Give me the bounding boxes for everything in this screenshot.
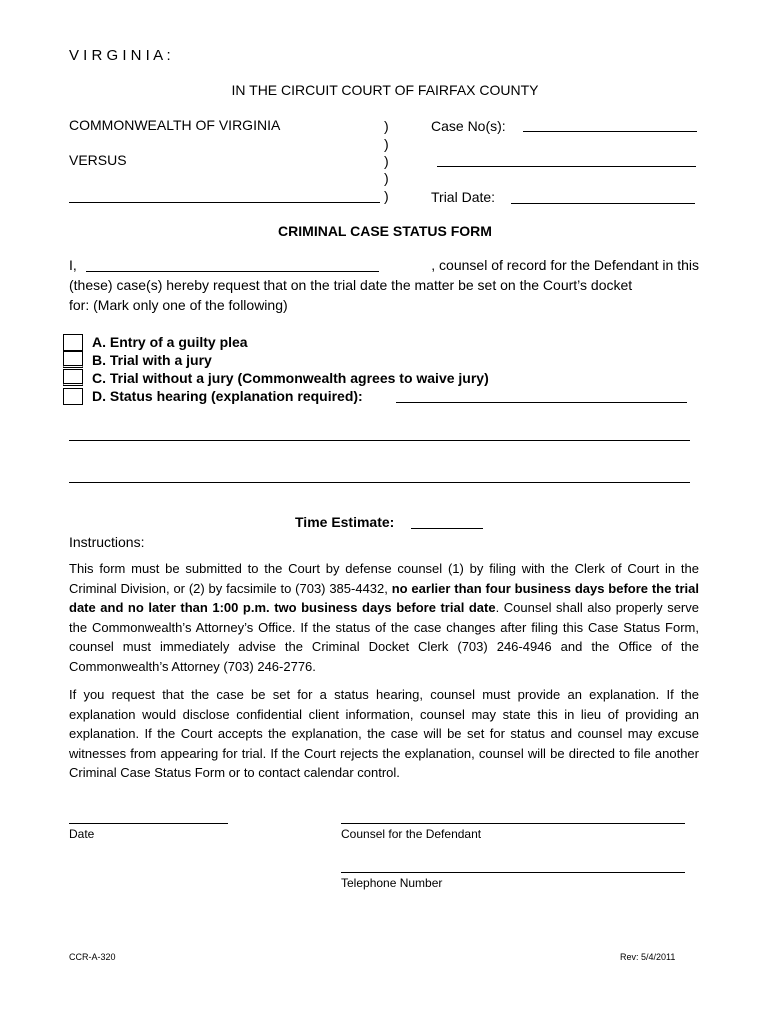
- option-b-label: B. Trial with a jury: [92, 352, 212, 368]
- option-c-checkbox[interactable]: [63, 369, 83, 386]
- request-prefix: I,: [69, 257, 77, 273]
- case-no-label: Case No(s):: [431, 118, 506, 134]
- status-explanation-field[interactable]: [396, 402, 687, 403]
- time-estimate-label: Time Estimate:: [295, 514, 395, 530]
- state-heading: V I R G I N I A :: [69, 47, 171, 64]
- case-no-field-2[interactable]: [437, 166, 696, 167]
- option-a-checkbox[interactable]: [63, 334, 83, 351]
- instructions-paragraph-1: [69, 559, 699, 677]
- caption-paren: ): [384, 188, 389, 204]
- instructions-paragraph-2: If you request that the case be set for a status hearing, counsel must provide an explanation. If the explanation would disclose confidential client information, counsel may state this in lieu of providing an explanation. If the Court accepts the explanation, the case will be set for status and counsel may excuse witnesses from appearing for trial. If the Court rejects the explanation, counsel will be directed to file another Criminal Case Status Form or to contact calendar control.: [69, 687, 699, 781]
- counsel-name-field[interactable]: [86, 271, 379, 272]
- caption-paren: ): [384, 136, 389, 152]
- option-d-label: D. Status hearing (explanation required):: [92, 388, 363, 404]
- trial-date-label: Trial Date:: [431, 189, 496, 205]
- instructions-deadline-text: no earlier than four business days before the trial date and no later than 1:00 p.m. two business days before trial date: [69, 580, 700, 616]
- counsel-label: Counsel for the Defendant: [341, 827, 482, 841]
- court-heading: IN THE CIRCUIT COURT OF FAIRFAX COUNTY: [231, 82, 539, 98]
- instructions-text: . Counsel shall also properly serve the Commonwealth’s Attorney’s Office. If the status of the case changes after filing this Case Status Form, counsel must immediately advise the Criminal Docket Clerk (703) 246-4946 and the Office of the Commonwealth’s Attorney (703) 246-2776.: [69, 600, 699, 674]
- date-signature-line[interactable]: [69, 823, 228, 824]
- instructions-text: This form must be submitted to the Court by defense counsel (1) by filing with the Clerk of Court in the Criminal Division, or (2) by facsimile to (703) 385-4432,: [69, 561, 699, 596]
- instructions-heading: Instructions:: [69, 534, 145, 550]
- option-c-label: C. Trial without a jury (Commonwealth agrees to waive jury): [92, 370, 489, 386]
- explanation-line-1[interactable]: [69, 440, 690, 441]
- time-estimate-field[interactable]: [411, 528, 483, 529]
- explanation-line-2[interactable]: [69, 482, 690, 483]
- telephone-line[interactable]: [341, 872, 685, 873]
- request-line-1: , counsel of record for the Defendant in this: [431, 257, 699, 273]
- revision-date: Rev: 5/4/2011: [620, 952, 676, 962]
- telephone-label: Telephone Number: [341, 876, 443, 890]
- option-d-checkbox[interactable]: [63, 388, 83, 405]
- option-a-label: A. Entry of a guilty plea: [92, 334, 248, 350]
- counsel-signature-line[interactable]: [341, 823, 685, 824]
- caption-paren: ): [384, 118, 389, 134]
- caption-paren: ): [384, 170, 389, 186]
- versus-label: VERSUS: [69, 152, 127, 168]
- form-code: CCR-A-320: [69, 952, 116, 962]
- defendant-name-field[interactable]: [69, 202, 380, 203]
- plaintiff-name: COMMONWEALTH OF VIRGINIA: [69, 117, 281, 133]
- case-no-field[interactable]: [523, 131, 697, 132]
- form-title: CRIMINAL CASE STATUS FORM: [278, 223, 492, 239]
- trial-date-field[interactable]: [511, 203, 695, 204]
- request-line-2: (these) case(s) hereby request that on the trial date the matter be set on the Court’s docket: [69, 277, 633, 293]
- date-label: Date: [69, 827, 95, 841]
- request-line-3: for: (Mark only one of the following): [69, 297, 288, 313]
- option-b-checkbox[interactable]: [63, 351, 83, 368]
- caption-paren: ): [384, 153, 389, 169]
